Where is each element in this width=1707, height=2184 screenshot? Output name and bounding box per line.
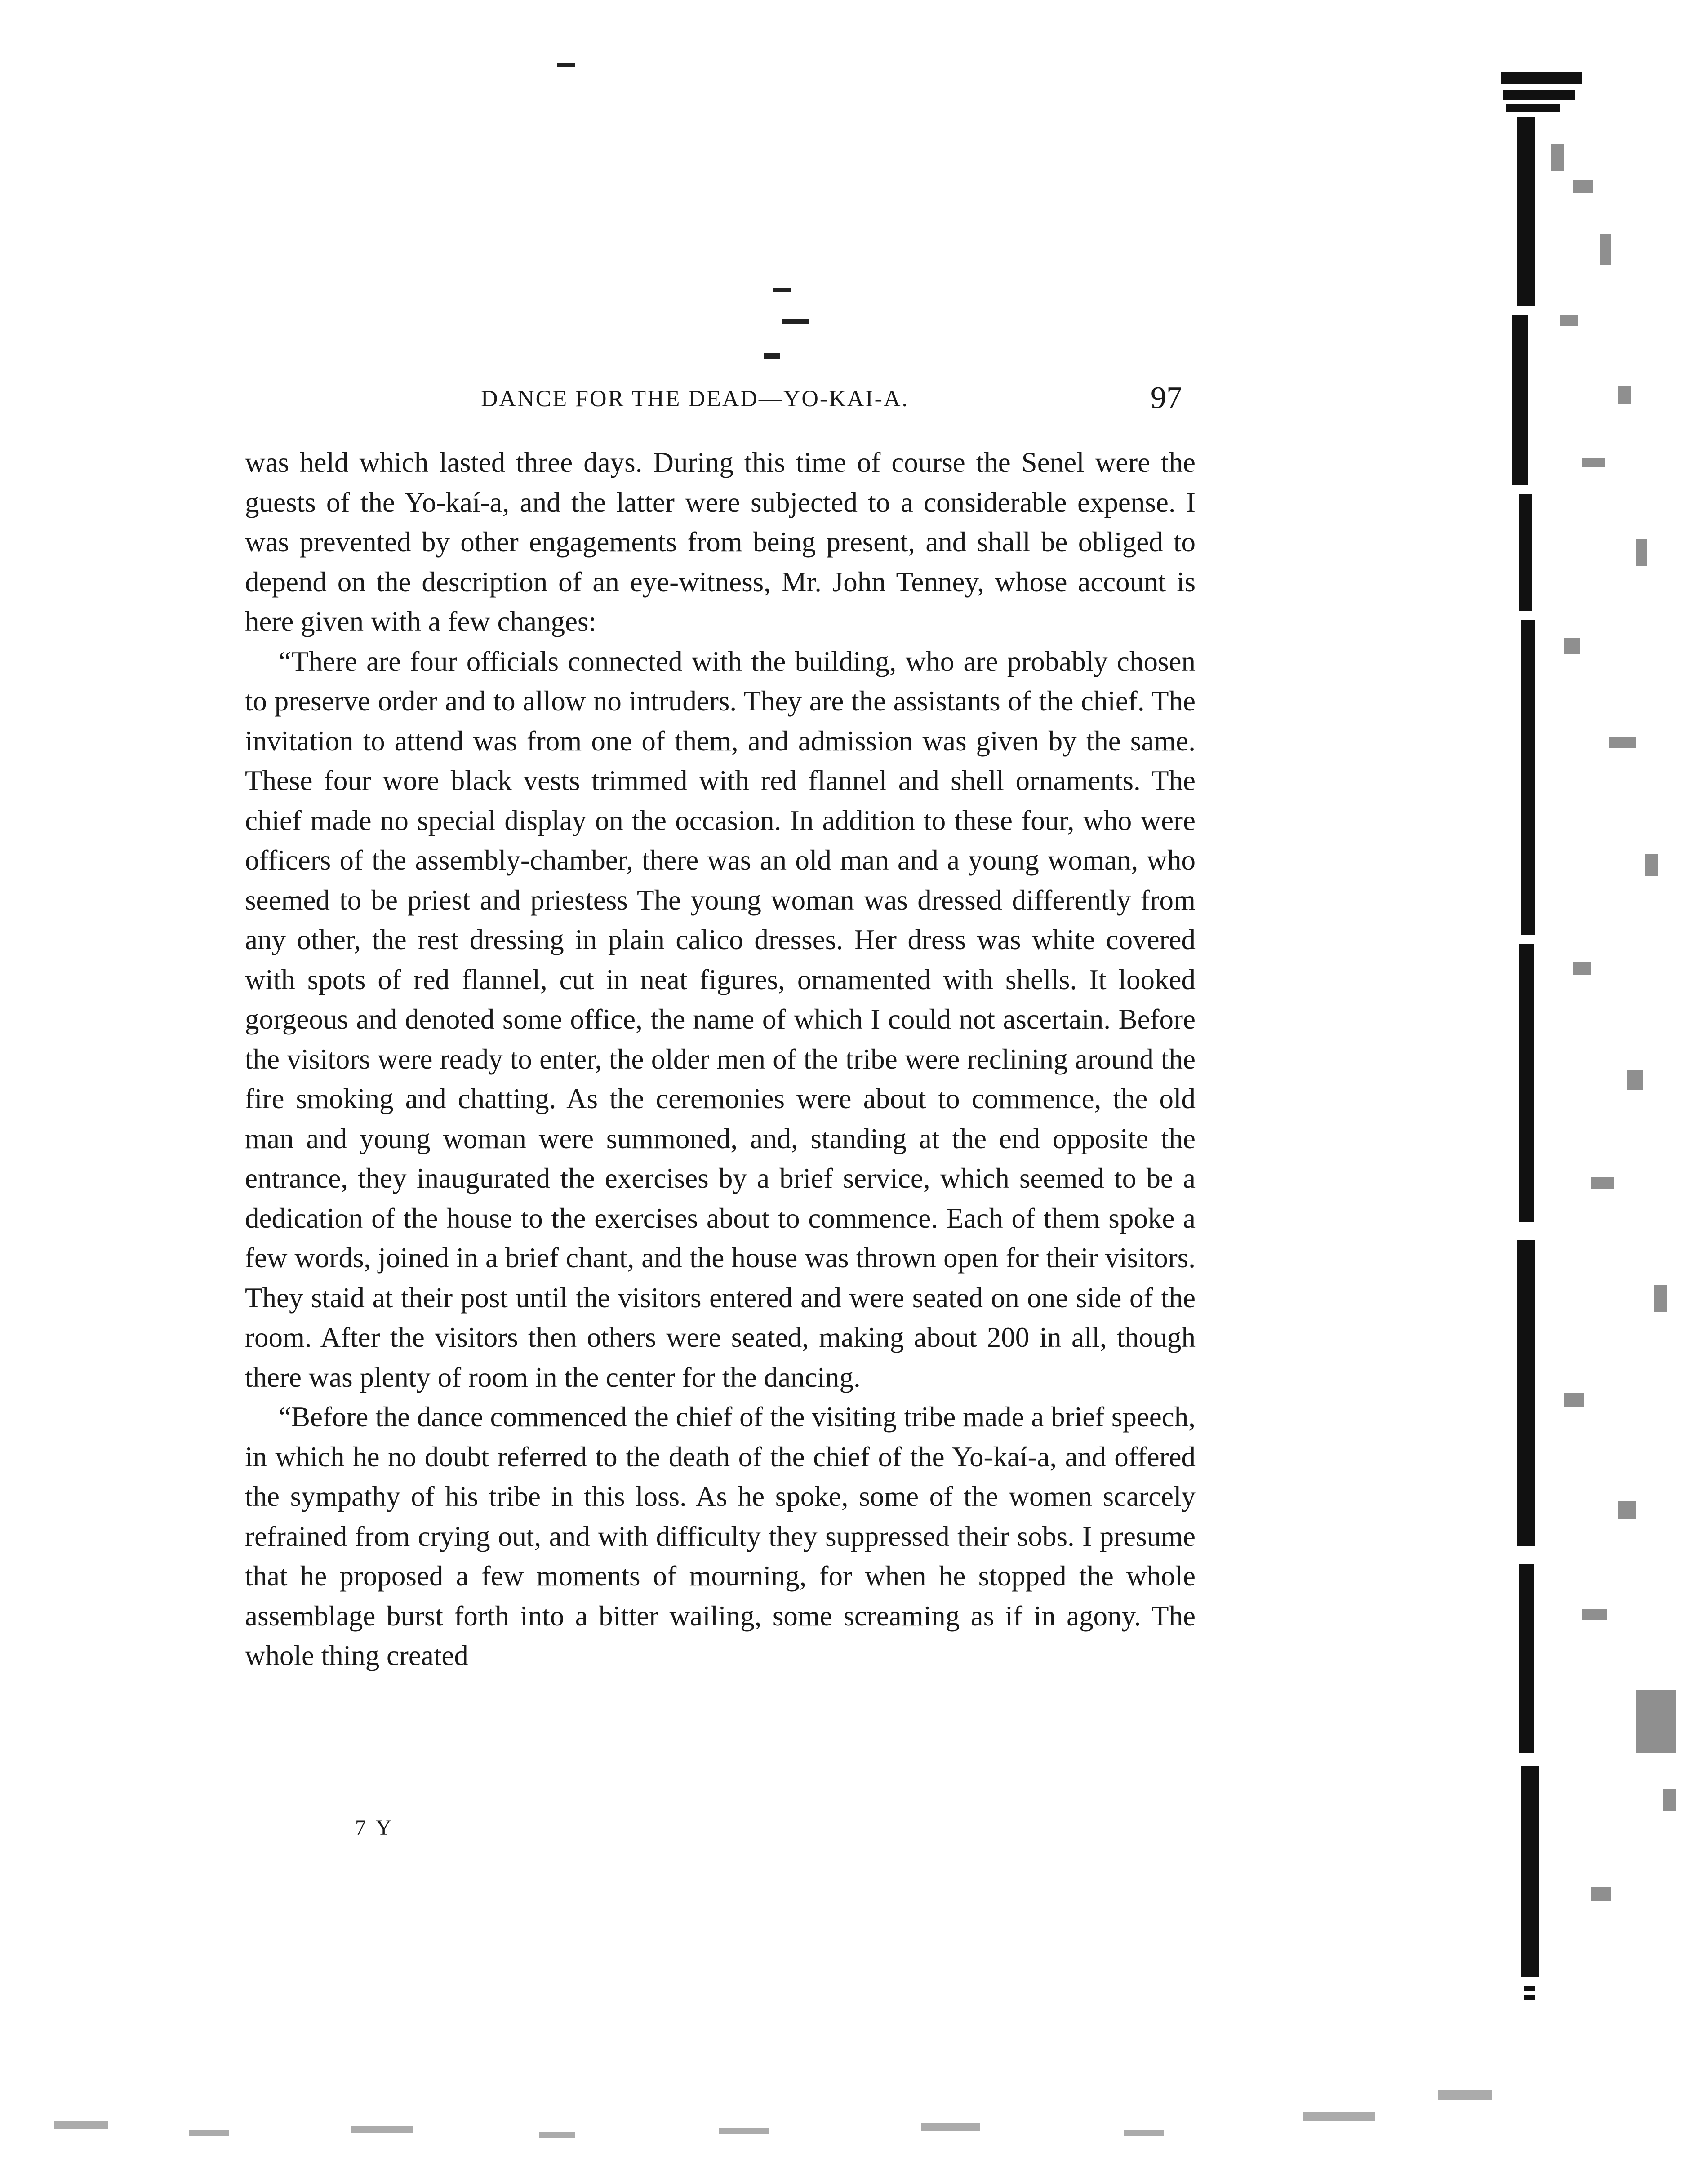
signature-mark: 7 Y <box>355 1816 394 1840</box>
running-head: DANCE FOR THE DEAD—YO-KAI-A. <box>481 386 909 412</box>
paragraph-continued: was held which lasted three days. During this time of course the Senel were the guests of the Yo-kaí-a, and the latter were subjected to a considerable expense. I was prevented by other engagements from being present, and shall be obliged to depend on the description of an eye-witness, Mr. John Tenney, whose account is here given with a few changes: <box>245 447 1196 637</box>
page-number: 97 <box>1151 381 1182 415</box>
paragraph-quoted-speech: “Before the dance commenced the chief of the visiting tribe made a brief speech, in which he no doubt referred to the death of the chief of the Yo-kaí-a, and offered the sympathy of his tribe in this loss. As he spoke, some of the women scarcely refrained from crying out, and with difficulty they suppressed their sobs. I presume that he proposed a few moments of mourning, for when he stopped the whole assemblage burst forth into a bitter wailing, some screaming as if in agony. The whole thing created <box>245 1401 1196 1671</box>
paragraph-quoted-officials: “There are four officials connected with the building, who are probably chosen to preserve order and to allow no intruders. They are the assistants of the chief. The invitation to attend was from one of them, and admission was given by the same. These four wore black vests trimmed with red flannel and shell ornaments. The chief made no special display on the occasion. In addition to these four, who were officers of the assembly-chamber, there was an old man and a young woman, who seemed to be priest and priestess The young woman was dressed differently from any other, the rest dressing in plain calico dresses. Her dress was white covered with spots of red flannel, cut in neat figures, ornamented with shells. It looked gorgeous and denoted some office, the name of which I could not ascertain. Before the visitors were ready to enter, the older men of the tribe were reclining around the fire smoking and chatting. As the ceremonies were about to commence, the old man and young woman were summoned, and, standing at the end opposite the entrance, they inaugurated the exercises by a brief service, which seemed to be a dedication of the house to the exercises about to commence. Each of them spoke a few words, joined in a brief chant, and the house was thrown open for their visitors. They staid at their post until the visitors entered and were seated on one side of the room. After the visitors then others were seated, making about 200 in all, though there was plenty of room in the center for the dancing. <box>245 645 1196 1393</box>
body-text <box>245 443 1196 1676</box>
